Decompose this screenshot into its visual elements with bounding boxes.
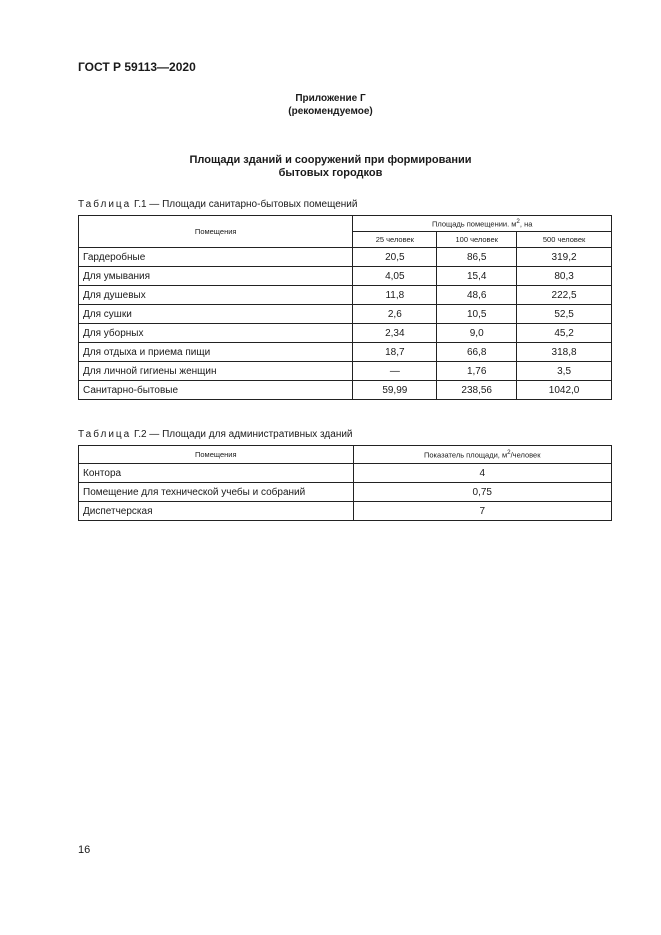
section-title-line-2: бытовых городков <box>278 167 383 179</box>
value-25: — <box>353 362 437 381</box>
table1-header-25: 25 человек <box>353 232 437 248</box>
table2-caption-text: Г.2 — Площади для административных зданий <box>131 429 353 440</box>
value-25: 11,8 <box>353 286 437 305</box>
table2-header-value-tail: /человек <box>510 450 541 460</box>
room-name: Для душевых <box>79 286 353 305</box>
table1-caption <box>78 199 357 210</box>
room-name: Гардеробные <box>79 248 353 267</box>
section-title-line-1: Площади зданий и сооружений при формировании <box>189 154 472 166</box>
value-25: 4,05 <box>353 267 437 286</box>
value-25: 2,6 <box>353 305 437 324</box>
document-code: ГОСТ Р 59113—2020 <box>78 60 196 74</box>
table-row <box>79 464 612 483</box>
table2-header-value-sup: 2 <box>507 449 511 457</box>
value-100: 9,0 <box>437 324 517 343</box>
value-100: 10,5 <box>437 305 517 324</box>
page-number: 16 <box>78 844 91 856</box>
value-25: 2,34 <box>353 324 437 343</box>
value-25: 59,99 <box>353 381 437 400</box>
value-500: 52,5 <box>517 305 612 324</box>
room-name: Для отдыха и приема пищи <box>79 343 353 362</box>
table2-header-room: Помещения <box>79 446 354 464</box>
table1-header-500: 500 человек <box>517 232 612 248</box>
table1-header-room: Помещения <box>79 216 353 248</box>
annex-subtitle: (рекомендуемое) <box>288 106 373 117</box>
area-per-person: 4 <box>353 464 611 483</box>
table-row <box>79 381 612 400</box>
table1-caption-text: Г.1 — Площади санитарно-бытовых помещений <box>131 199 358 210</box>
value-100: 238,56 <box>437 381 517 400</box>
table-row <box>79 362 612 381</box>
table-row <box>79 286 612 305</box>
room-name: Для сушки <box>79 305 353 324</box>
value-500: 45,2 <box>517 324 612 343</box>
room-name: Для личной гигиены женщин <box>79 362 353 381</box>
room-name: Контора <box>79 464 354 483</box>
table2-header-value <box>353 446 611 464</box>
table1-header-area-text: Площадь помещении. м <box>432 219 517 229</box>
administrative-rooms-table <box>78 445 612 521</box>
table1-header-area <box>353 216 612 232</box>
table-row <box>79 305 612 324</box>
table1-header-100: 100 человек <box>437 232 517 248</box>
table-row <box>79 324 612 343</box>
value-100: 1,76 <box>437 362 517 381</box>
value-100: 48,6 <box>437 286 517 305</box>
table2-caption <box>78 429 353 440</box>
sanitary-rooms-table <box>78 215 612 400</box>
table-row <box>79 483 612 502</box>
annex-heading <box>0 92 661 118</box>
room-name: Для умывания <box>79 267 353 286</box>
value-500: 318,8 <box>517 343 612 362</box>
value-500: 319,2 <box>517 248 612 267</box>
table-row <box>79 248 612 267</box>
value-500: 3,5 <box>517 362 612 381</box>
value-100: 86,5 <box>437 248 517 267</box>
table2-header-value-text: Показатель площади, м <box>424 450 508 460</box>
area-per-person: 0,75 <box>353 483 611 502</box>
area-per-person: 7 <box>353 502 611 521</box>
value-500: 80,3 <box>517 267 612 286</box>
value-100: 66,8 <box>437 343 517 362</box>
table-row <box>79 502 612 521</box>
table2-caption-prefix: Таблица <box>78 429 132 440</box>
value-500: 1042,0 <box>517 381 612 400</box>
value-500: 222,5 <box>517 286 612 305</box>
room-name: Помещение для технической учебы и собраний <box>79 483 354 502</box>
value-25: 20,5 <box>353 248 437 267</box>
table1-caption-prefix: Таблица <box>78 199 132 210</box>
table-row <box>79 267 612 286</box>
value-25: 18,7 <box>353 343 437 362</box>
room-name: Санитарно-бытовые <box>79 381 353 400</box>
table1-header-area-sup: 2 <box>516 218 520 226</box>
section-title <box>0 154 661 180</box>
annex-title: Приложение Г <box>295 93 366 104</box>
value-100: 15,4 <box>437 267 517 286</box>
table-row <box>79 343 612 362</box>
room-name: Для уборных <box>79 324 353 343</box>
table1-header-area-tail: , на <box>519 219 533 229</box>
room-name: Диспетчерская <box>79 502 354 521</box>
